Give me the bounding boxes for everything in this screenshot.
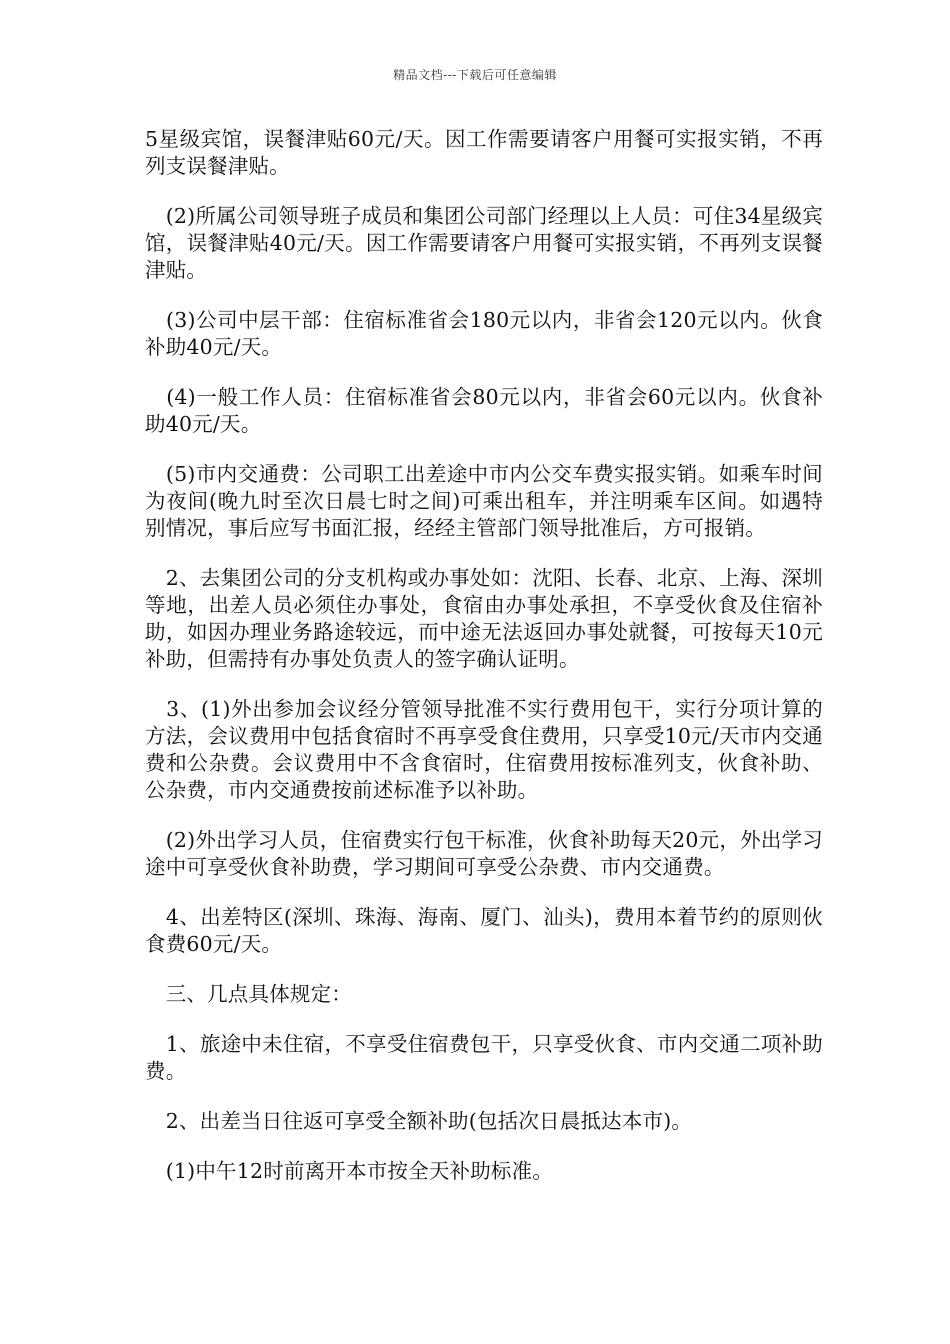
paragraph: (3)公司中层干部：住宿标准省会180元以内，非省会120元以内。伙食补助40元/天。 [145,308,823,359]
paragraph: 5星级宾馆，误餐津贴60元/天。因工作需要请客户用餐可实报实销，不再列支误餐津贴。 [145,127,823,178]
paragraph: 2、去集团公司的分支机构或办事处如：沈阳、长春、北京、上海、深圳等地，出差人员必须住办事处，食宿由办事处承担，不享受伙食及住宿补助，如因办理业务路途较远，而中途无法返回办事处就餐，可按每天10元补助，但需持有办事处负责人的签字确认证明。 [145,566,823,671]
document-body [145,126,823,1185]
paragraph: (1)中午12时前离开本市按全天补助标准。 [145,1159,554,1183]
paragraph: (2)外出学习人员，住宿费实行包干标准，伙食补助每天20元，外出学习途中可享受伙食补助费，学习期间可享受公杂费、市内交通费。 [145,828,823,879]
paragraph: 3、(1)外出参加会议经分管领导批准不实行费用包干，实行分项计算的方法，会议费用中包括食宿时不再享受食住费用，只享受10元/天市内交通费和公杂费。会议费用中不含食宿时，住宿费用按标准列支，伙食补助、公杂费，市内交通费按前述标准予以补助。 [145,697,823,802]
paragraph: 4、出差特区(深圳、珠海、海南、厦门、汕头)，费用本着节约的原则伙食费60元/天。 [145,905,823,956]
paragraph: 2、出差当日往返可享受全额补助(包括次日晨抵达本市)。 [145,1109,693,1133]
paragraph: (2)所属公司领导班子成员和集团公司部门经理以上人员：可住34星级宾馆，误餐津贴40元/天。因工作需要请客户用餐可实报实销，不再列支误餐津贴。 [145,204,823,282]
paragraph: (5)市内交通费：公司职工出差途中市内公交车费实报实销。如乘车时间为夜间(晚九时至次日晨七时之间)可乘出租车，并注明乘车区间。如遇特别情况，事后应写书面汇报，经经主管部门领导批准后，方可报销。 [145,462,823,540]
paragraph: 1、旅途中未住宿，不享受住宿费包干，只享受伙食、市内交通二项补助费。 [145,1032,823,1083]
page-header: 精品文档---下载后可任意编辑 [393,68,557,82]
section-heading: 三、几点具体规定： [145,982,352,1006]
paragraph: (4)一般工作人员：住宿标准省会80元以内，非省会60元以内。伙食补助40元/天。 [145,385,823,436]
